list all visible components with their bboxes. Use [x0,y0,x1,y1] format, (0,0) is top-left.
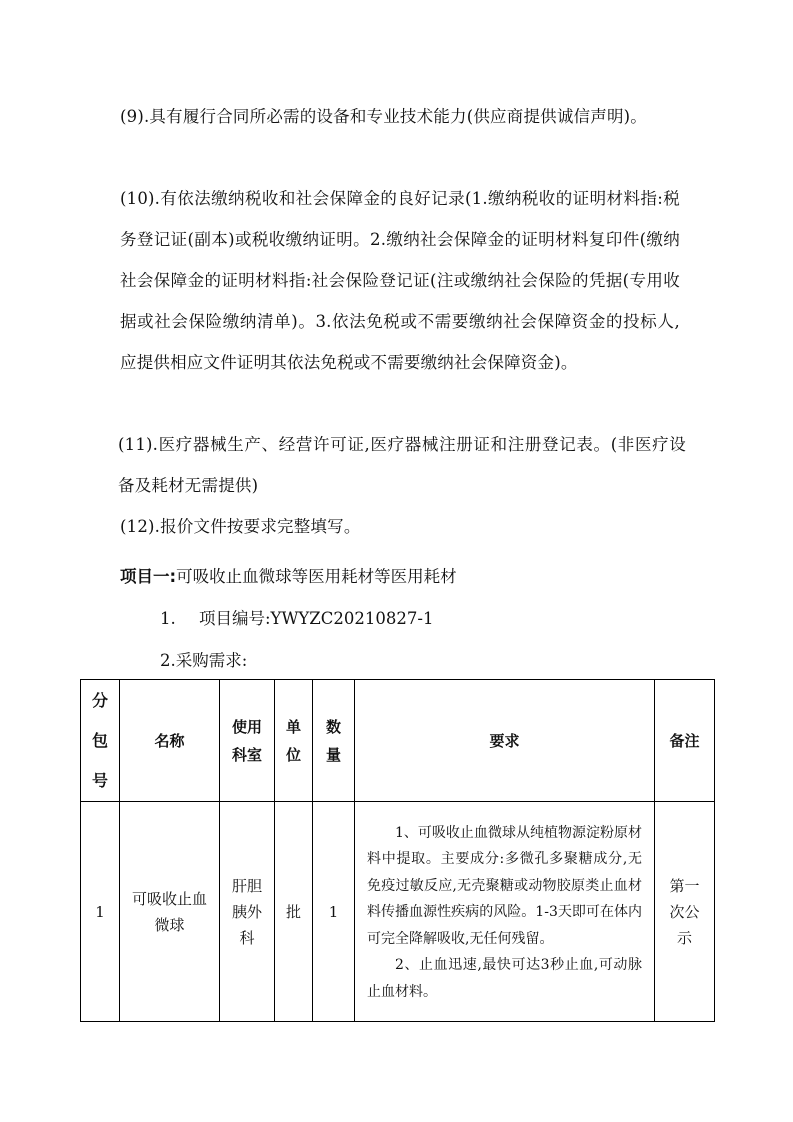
cell-unit: 批 [275,802,313,1022]
project-number: 项目编号:YWYZC20210827-1 [199,609,434,628]
cell-remarks: 第一次公示 [655,802,715,1022]
header-unit: 单位 [275,680,313,802]
header-requirements: 要求 [355,680,655,802]
project-number-index: 1. [160,609,176,628]
project-label: 项目一: [120,567,177,586]
header-department: 使用科室 [220,680,275,802]
cell-package-no: 1 [81,802,120,1022]
procurement-table [80,679,715,1022]
table-row [81,802,715,1022]
project-name: 可吸收止血微球等医用耗材等医用耗材 [176,567,457,586]
cell-name: 可吸收止血微球 [120,802,220,1022]
requirement-item-2: 2、止血迅速,最快可达3秒止血,可动脉止血材料。 [367,957,642,1000]
header-package-no: 分包号 [81,680,120,802]
project-number-line [160,606,433,632]
paragraph-12: (12).报价文件按要求完整填写。 [120,517,361,536]
paragraph-11: (11).医疗器械生产、经营许可证,医疗器械注册证和注册登记表。(非医疗设备及耗材无需提供) [118,435,686,495]
header-remarks: 备注 [655,680,715,802]
cell-quantity: 1 [313,802,355,1022]
table-header-row [81,680,715,802]
requirement-item-1: 1、可吸收止血微球从纯植物源淀粉原材料中提取。主要成分:多微孔多聚糖成分,无免疫过敏反应,无壳聚糖或动物胶原类止血材料传播血源性疾病的风险。1-3天即可在体内可完全降解吸收,无任何残留。 [367,824,642,947]
cell-department: 肝胆胰外科 [220,802,275,1022]
paragraph-10: (10).有依法缴纳税收和社会保障金的良好记录(1.缴纳税收的证明材料指:税务登记证(副本)或税收缴纳证明。2.缴纳社会保障金的证明材料复印件(缴纳社会保障金的证明材料指:社会保险登记证(注或缴纳社会保险的凭据(专用收据或社会保险缴纳清单)。3.依法免税或不需要缴纳社会保障资金的投标人,应提供相应文件证明其依法免税或不需要缴纳社会保障资金)。 [120,189,680,372]
paragraph-9: (9).具有履行合同所必需的设备和专业技术能力(供应商提供诚信声明)。 [120,107,647,126]
cell-requirements [355,802,655,1022]
header-name: 名称 [120,680,220,802]
project-title-line [120,564,457,590]
header-quantity: 数量 [313,680,355,802]
requirement-heading: 2.采购需求: [160,651,248,670]
